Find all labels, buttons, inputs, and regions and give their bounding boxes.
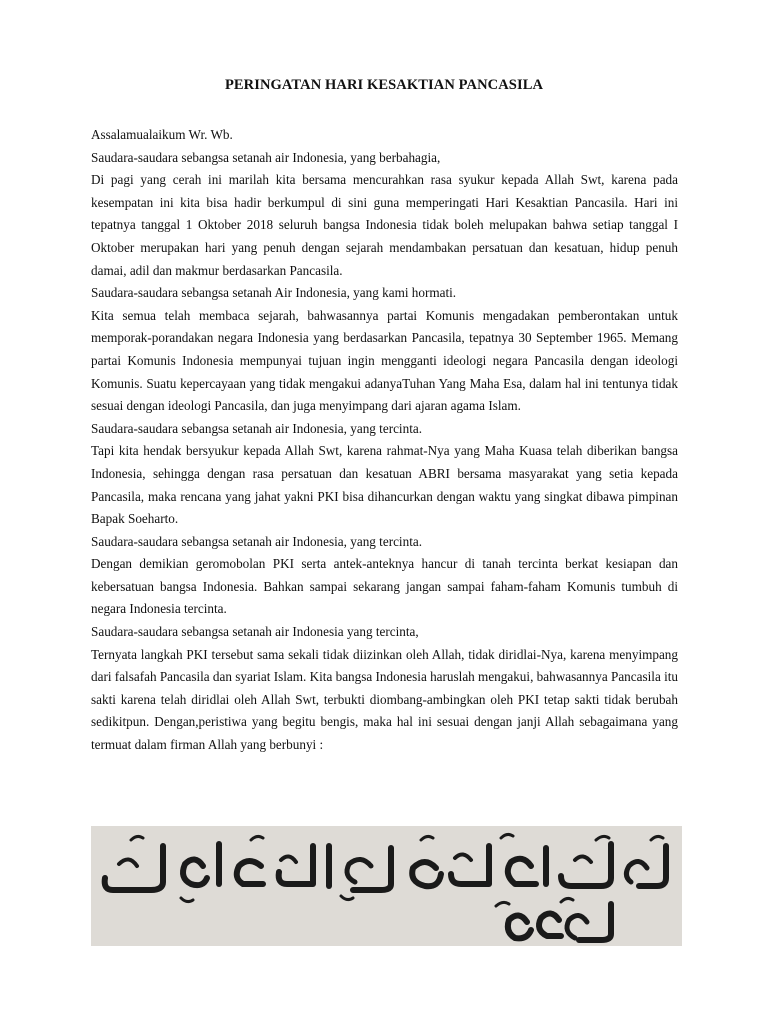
arabic-calligraphy-drawing: [91, 826, 682, 946]
paragraph-conclusion: Ternyata langkah PKI tersebut sama sekali tidak diizinkan oleh Allah, tidak diridlai-Nya, karena menyimpang dari falsafah Pancasila dan syariat Islam. Kita bangsa Indonesia haruslah mengakui, bahwasannya Pancasila itu sakti karena telah diridlai oleh Allah Swt, terbukti diombang-ambingkan oleh PKI tetap sakti tidak berubah sedikitpun. Dengan,peristiwa yang begitu bengis, maka hal ini sesuai dengan janji Allah sebagaimana yang termuat dalam firman Allah yang berbunyi :: [91, 646, 679, 753]
paragraph-salutation-2: Saudara-saudara sebangsa setanah Air Indonesia, yang kami hormati.: [91, 285, 457, 301]
document-title: PERINGATAN HARI KESAKTIAN PANCASILA: [224, 77, 544, 93]
paragraph-salutation-5: Saudara-saudara sebangsa setanah air Indonesia yang tercinta,: [91, 624, 419, 640]
paragraph-gratitude: Tapi kita hendak bersyukur kepada Allah Swt, karena rahmat-Nya yang Maha Kuasa telah diberikan bangsa Indonesia, sehingga dengan rasa persatuan dan kesatuan ABRI bersama masyarakat yang setia kepada Pancasila, maka rencana yang jahat yakni PKI bisa dihancurkan dengan waktu yang singkat dibawa pimpinan Bapak Soeharto.: [91, 443, 678, 527]
document-body: [91, 124, 678, 757]
arabic-verse-image: [91, 826, 682, 946]
paragraph-salutation-1: Saudara-saudara sebangsa setanah air Indonesia, yang berbahagia,: [91, 149, 441, 165]
paragraph-salutation-4: Saudara-saudara sebangsa setanah air Indonesia, yang tercinta.: [91, 533, 423, 549]
paragraph-salutation-3: Saudara-saudara sebangsa setanah air Indonesia, yang tercinta.: [91, 420, 423, 436]
paragraph-aftermath: Dengan demikian geromobolan PKI serta antek-anteknya hancur di tanah tercinta berkat kesiapan dan kebersatuan bangsa Indonesia. Bahkan sampai sekarang jangan sampai faham-faham Komunis tumbuh di negara Indonesia tercinta.: [91, 556, 678, 617]
paragraph-opening: Di pagi yang cerah ini marilah kita bersama mencurahkan rasa syukur kepada Allah Swt, karena pada kesempatan ini kita bisa hadir berkumpul di sini guna memperingati Hari Kesaktian Pancasila. Hari ini tepatnya tanggal 1 Oktober 2018 seluruh bangsa Indonesia tidak boleh melupakan bahwa setiap tanggal I Oktober merupakan hari yang penuh dengan sejarah mendambakan persatuan dan kesatuan, hidup penuh damai, adil dan makmur berdasarkan Pancasila.: [91, 172, 678, 278]
paragraph-greeting: Assalamualaikum Wr. Wb.: [91, 127, 233, 142]
paragraph-history: Kita semua telah membaca sejarah, bahwasannya partai Komunis mengadakan pemberontakan untuk memporak-porandakan negara Indonesia yang berdasarkan Pancasila, tepatnya 30 September 1965. Memang partai Komunis Indonesia mempunyai tujuan ingin mengganti ideologi negara Pancasila dengan ideologi Komunis. Suatu kepercayaan yang tidak mengakui adanyaTuhan Yang Maha Esa, dalam hal ini tentunya tidak sesuai dengan ideologi Pancasila, dan juga menyimpang dari ajaran agama Islam.: [91, 307, 678, 414]
